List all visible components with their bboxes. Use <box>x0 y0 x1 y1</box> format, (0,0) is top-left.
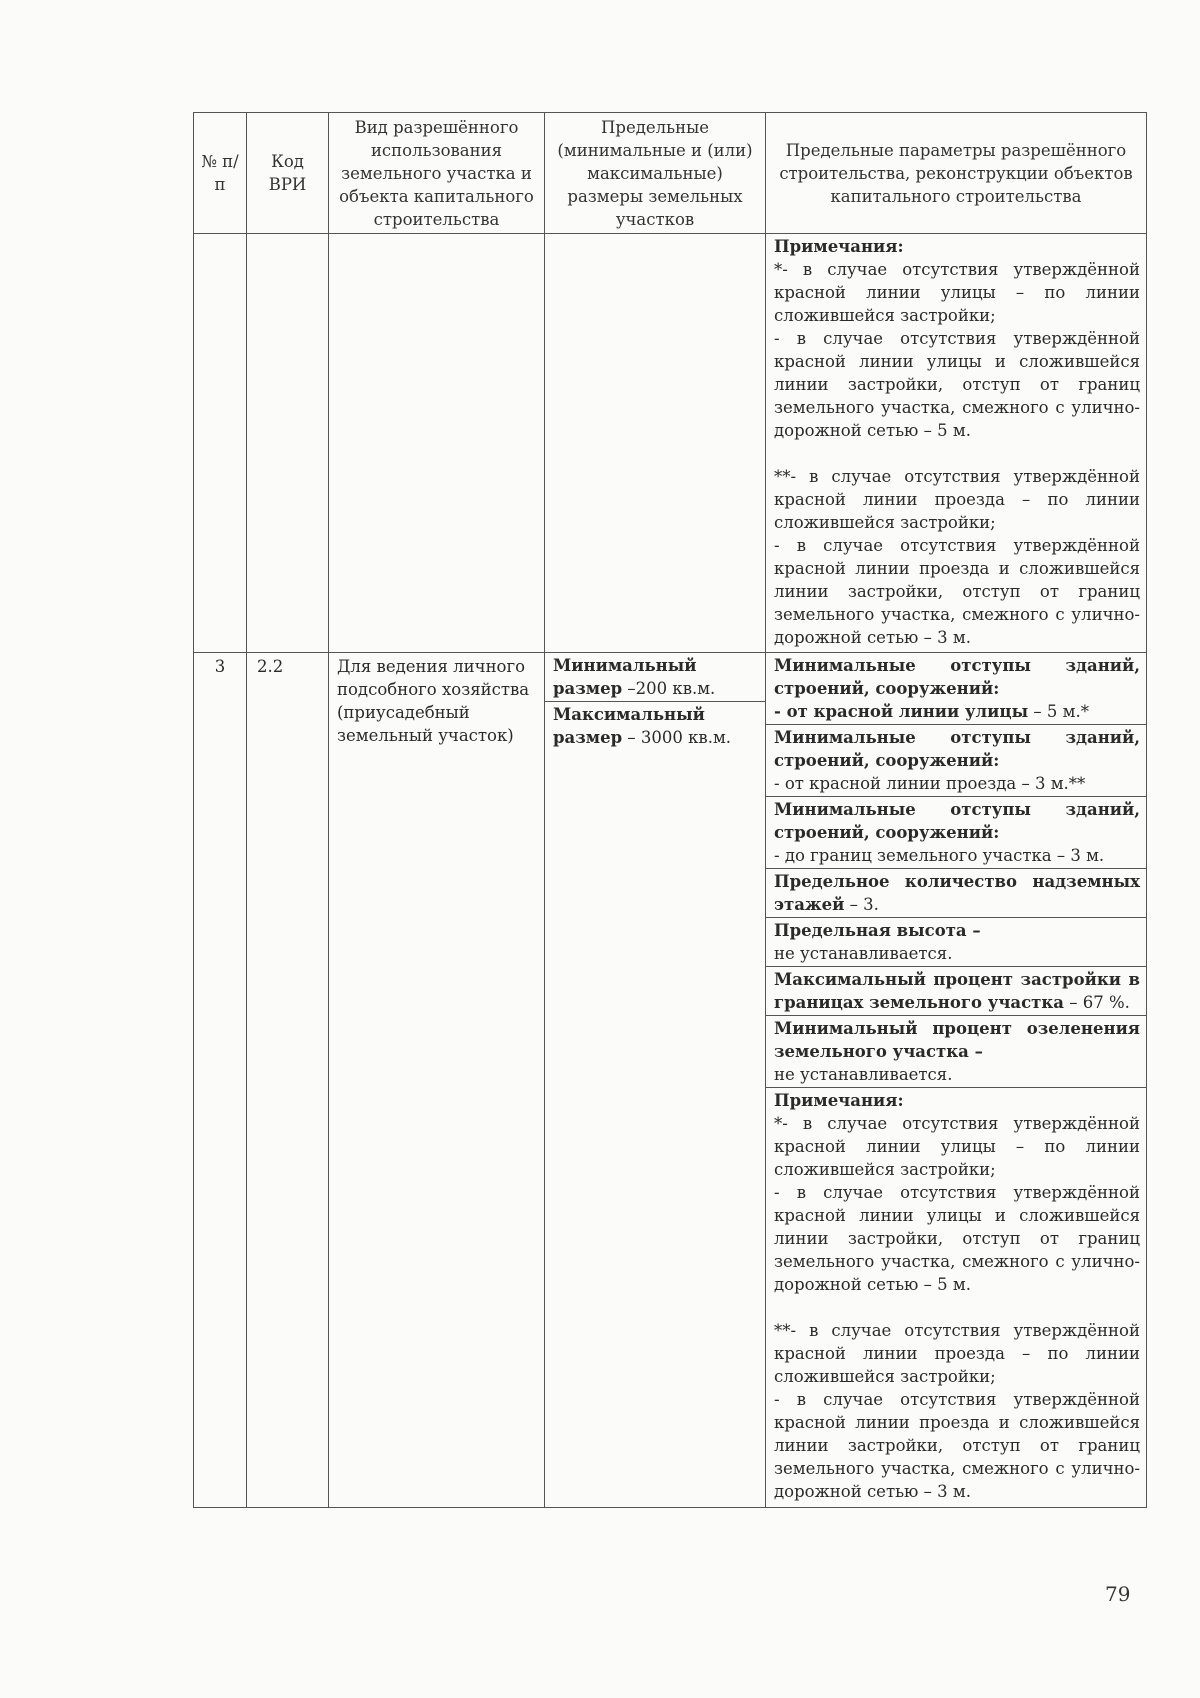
row-number: 3 <box>194 653 247 1508</box>
table-row-continued <box>194 234 1147 653</box>
empty-cell <box>329 234 545 653</box>
param-passage-setback: Минимальные отступы зданий, строений, сооружений: - от красной линии проезда – 3 м.** <box>766 724 1146 796</box>
note-street-1: *- в случае отсутствия утверждённой красной линии улицы – по линии сложившейся застройки; <box>774 1114 1140 1179</box>
notes-title: Примечания: <box>774 1091 904 1110</box>
empty-cell <box>545 234 766 653</box>
header-plot-size: Предельные (минимальные и (или) максимальные) размеры земельных участков <box>545 113 766 234</box>
table-row <box>194 653 1147 1508</box>
params-cell <box>766 653 1147 1508</box>
note-street-2: - в случае отсутствия утверждённой красной линии улицы и сложившейся линии застройки, отступ от границ земельного участка, смежного с улично-дорожной сетью – 5 м. <box>774 329 1140 440</box>
header-code: Код ВРИ <box>247 113 329 234</box>
notes-cell <box>766 234 1147 653</box>
max-size-label: Максимальный размер <box>553 705 705 747</box>
note-passage-2: - в случае отсутствия утверждённой красной линии проезда и сложившейся линии застройки, отступ от границ земельного участка, смежного с улично-дорожной сетью – 3 м. <box>774 1390 1140 1501</box>
header-construction-params: Предельные параметры разрешённого строительства, реконструкции объектов капитального строительства <box>766 113 1147 234</box>
empty-cell <box>194 234 247 653</box>
table-header-row <box>194 113 1147 234</box>
param-boundary-setback: Минимальные отступы зданий, строений, сооружений: - до границ земельного участка – 3 м. <box>766 796 1146 868</box>
note-passage-2: - в случае отсутствия утверждённой красной линии проезда и сложившейся линии застройки, отступ от границ земельного участка, смежного с улично-дорожной сетью – 3 м. <box>774 536 1140 647</box>
header-number: № п/п <box>194 113 247 234</box>
plot-size-cell <box>545 653 766 1508</box>
note-street-1: *- в случае отсутствия утверждённой красной линии улицы – по линии сложившейся застройки; <box>774 260 1140 325</box>
max-size-value: – 3000 кв.м. <box>627 728 732 747</box>
zoning-parameters-table <box>193 112 1147 1508</box>
empty-cell <box>247 234 329 653</box>
min-size-label: Минимальный размер <box>553 656 697 698</box>
note-passage-1: **- в случае отсутствия утверждённой красной линии проезда – по линии сложившейся застройки; <box>774 467 1140 532</box>
row-use-type: Для ведения личного подсобного хозяйства (приусадебный земельный участок) <box>329 653 545 1508</box>
notes-title: Примечания: <box>774 237 904 256</box>
row-code: 2.2 <box>247 653 329 1508</box>
param-height: Предельная высота – не устанавливается. <box>766 917 1146 966</box>
header-use-type: Вид разрешённого использования земельного участка и объекта капитального строительства <box>329 113 545 234</box>
note-street-2: - в случае отсутствия утверждённой красной линии улицы и сложившейся линии застройки, отступ от границ земельного участка, смежного с улично-дорожной сетью – 5 м. <box>774 1183 1140 1294</box>
param-floors: Предельное количество надземных этажей – 3. <box>766 868 1146 917</box>
param-building-coverage: Максимальный процент застройки в границах земельного участка – 67 %. <box>766 966 1146 1015</box>
param-greenery: Минимальный процент озеленения земельного участка – не устанавливается. <box>766 1015 1146 1087</box>
min-size-block <box>545 653 765 701</box>
min-size-value: –200 кв.м. <box>627 679 716 698</box>
notes-block <box>766 1087 1146 1507</box>
param-street-setback: Минимальные отступы зданий, строений, сооружений: - от красной линии улицы – 5 м.* <box>774 656 1140 721</box>
note-passage-1: **- в случае отсутствия утверждённой красной линии проезда – по линии сложившейся застройки; <box>774 1321 1140 1386</box>
max-size-block <box>545 701 765 750</box>
page-number: 79 <box>1105 1582 1131 1606</box>
